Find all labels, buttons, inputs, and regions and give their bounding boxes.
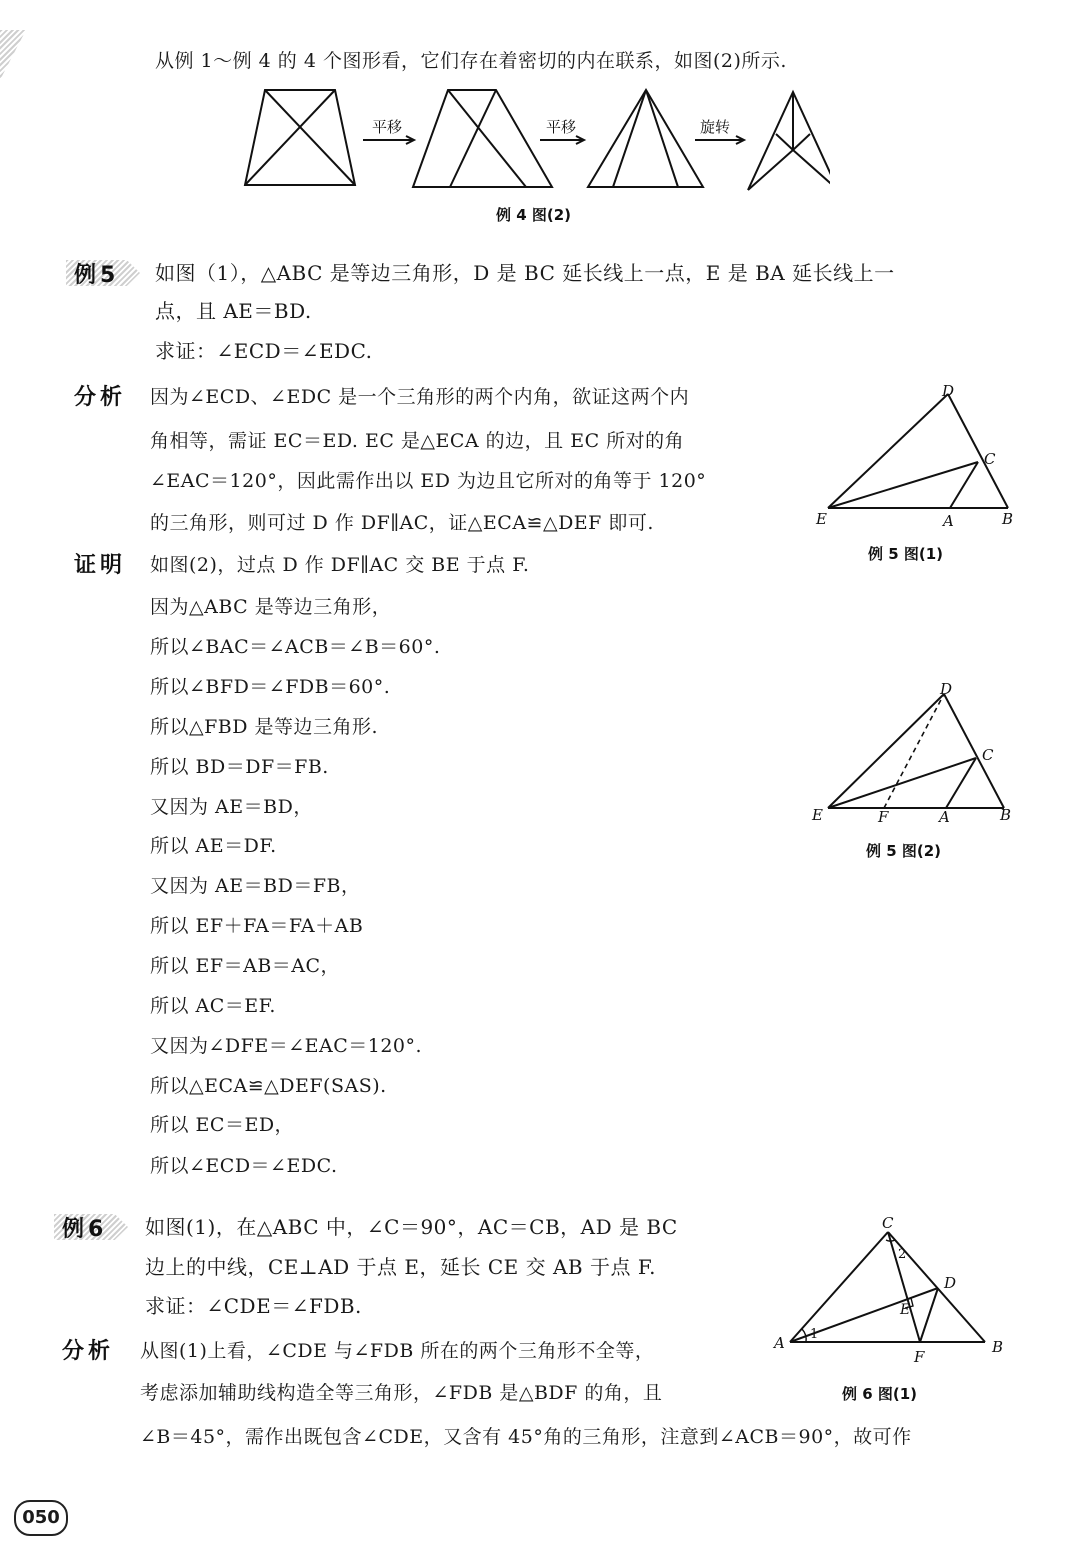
fig5b-line-DB [944, 694, 1004, 808]
ex5-proof-line-7: 又因为 AE＝BD， [150, 796, 313, 818]
example-6-tag [62, 1212, 107, 1243]
fig5a-label-B: B [1002, 510, 1014, 528]
intro-text: 从例 1～例 4 的 4 个图形看，它们存在着密切的内在联系，如图(2)所示. [155, 50, 787, 72]
fig6-angle-label-1: 1 [810, 1327, 819, 1342]
fig4-arrow-3-label: 旋转 [700, 118, 731, 136]
fig4-shape-4-outline [748, 92, 830, 190]
page-number: 050 [14, 1500, 68, 1536]
ex6-analysis-line-3: ∠B＝45°，需作出既包含∠CDE，又含有 45°角的三角形，注意到∠ACB＝90°，故可作 [140, 1426, 912, 1448]
fig5a-label-C: C [984, 450, 996, 468]
fig5a-label-A: A [943, 512, 954, 530]
ex5-problem-line-2: 点，且 AE＝BD. [155, 299, 312, 323]
example-5-figure-1 [812, 382, 1022, 532]
ex5-analysis-line-3: ∠EAC＝120°，因此需作出以 ED 为边且它所对的角等于 120° [150, 470, 707, 492]
ex5-proof-line-15: 所以 EC＝ED， [150, 1114, 295, 1136]
fig4-shape-4-inner-b [793, 150, 830, 190]
fig5b-label-B: B [1000, 806, 1012, 824]
fig5b-label-C: C [982, 746, 994, 764]
fig6-label-D: D [944, 1274, 957, 1292]
ex5-proof-line-6: 所以 BD＝DF＝FB. [150, 756, 329, 778]
ex5-proof-line-13: 又因为∠DFE＝∠EAC＝120°. [150, 1035, 423, 1057]
fig4-shape-4-inner-a [748, 150, 793, 190]
ex6-problem-line-2: 边上的中线，CE⊥AD 于点 E，延长 CE 交 AB 于点 F. [145, 1255, 656, 1279]
ex5-proof-line-2: 因为△ABC 是等边三角形， [150, 596, 392, 618]
ex5-proof-line-5: 所以△FBD 是等边三角形. [150, 716, 379, 738]
fig6-angle-1-arc [802, 1329, 806, 1342]
example-5-proof-tag: 证明 [74, 553, 127, 578]
fig6-line-AC [790, 1232, 888, 1342]
fig5a-label-E: E [816, 510, 827, 528]
fig4-shape-2-outline [413, 90, 552, 187]
fig6-label-B: B [992, 1338, 1004, 1356]
ex6-analysis-line-1: 从图(1)上看，∠CDE 与∠FDB 所在的两个三角形不全等， [140, 1340, 655, 1362]
fig4-arrow-2-label: 平移 [546, 118, 577, 136]
ex5-analysis-line-1: 因为∠ECD、∠EDC 是一个三角形的两个内角，欲证这两个内 [150, 386, 690, 408]
ex5-problem-line-3: 求证：∠ECD＝∠EDC. [155, 339, 373, 363]
fig5a-label-D: D [942, 382, 955, 400]
fig4-caption: 例 4 图(2) [496, 206, 572, 224]
example-6-figure-1 [770, 1210, 1010, 1370]
fig6-label-C: C [882, 1214, 894, 1232]
example-6-analysis-tag: 分析 [62, 1339, 115, 1364]
fig5b-line-ED [828, 694, 944, 808]
fig6-label-F: F [914, 1348, 925, 1366]
ex5-proof-line-12: 所以 AC＝EF. [150, 995, 276, 1017]
example-6-tag-label: 例6 [62, 1217, 108, 1242]
ex5-proof-line-9: 又因为 AE＝BD＝FB， [150, 875, 361, 897]
ex6-problem-line-3: 求证：∠CDE＝∠FDB. [145, 1294, 362, 1318]
fig4-shape-1-diagonal-b [265, 90, 355, 185]
fig4-shape-4-spur-b [793, 134, 810, 150]
ex6-analysis-line-2: 考虑添加辅助线构造全等三角形，∠FDB 是△BDF 的角，且 [140, 1382, 663, 1404]
fig5b-dashed-FD [884, 694, 944, 808]
ex5-proof-line-1: 如图(2)，过点 D 作 DF∥AC 交 BE 于点 F. [150, 554, 530, 576]
example-5-analysis-tag: 分析 [74, 385, 127, 410]
ex5-proof-line-14: 所以△ECA≌△DEF(SAS). [150, 1075, 387, 1097]
fig6-label-E: E [900, 1302, 911, 1318]
ex5-proof-line-16: 所以∠ECD＝∠EDC. [150, 1155, 338, 1177]
fig5b-line-AC [946, 758, 976, 808]
example-5-tag-label: 例5 [74, 263, 120, 288]
fig4-shape-2-line-a [450, 90, 496, 187]
fig4-shape-4-spur-a [776, 134, 793, 150]
fig6-caption: 例 6 图(1) [842, 1385, 918, 1403]
corner-decoration [0, 30, 26, 80]
fig4-shape-1-outline [245, 90, 355, 185]
example-5-figure-2 [808, 680, 1022, 830]
ex5-problem-line-1: 如图（1），△ABC 是等边三角形，D 是 BC 延长线上一点，E 是 BA 延长线上一 [155, 261, 895, 285]
fig5b-label-E: E [812, 806, 823, 824]
ex5-analysis-line-2: 角相等，需证 EC＝ED. EC 是△ECA 的边，且 EC 所对的角 [150, 430, 685, 452]
fig5a-line-DB [948, 394, 1008, 508]
ex5-proof-line-8: 所以 AE＝DF. [150, 835, 277, 857]
fig6-line-FD [920, 1288, 938, 1342]
fig4-shape-1-diagonal-a [245, 90, 335, 185]
fig5b-label-D: D [940, 680, 953, 698]
fig5b-label-F: F [878, 808, 889, 826]
fig4-shape-3-line-b [646, 90, 678, 187]
fig6-angle-label-2: 2 [898, 1247, 907, 1262]
ex5-proof-line-3: 所以∠BAC＝∠ACB＝∠B＝60°. [150, 636, 441, 658]
ex5-proof-line-10: 所以 EF＋FA＝FA＋AB [150, 915, 364, 937]
fig5a-caption: 例 5 图(1) [868, 545, 944, 563]
fig4-shape-2-line-b [448, 90, 526, 187]
fig5b-label-A: A [939, 808, 950, 826]
ex5-proof-line-11: 所以 EF＝AB＝AC， [150, 955, 341, 977]
fig5a-line-ED [828, 394, 948, 508]
example-5-tag [74, 258, 119, 289]
ex5-proof-line-4: 所以∠BFD＝∠FDB＝60°. [150, 676, 391, 698]
ex6-problem-line-1: 如图(1)，在△ABC 中，∠C＝90°，AC＝CB，AD 是 BC [145, 1215, 678, 1239]
ex5-analysis-line-4: 的三角形，则可过 D 作 DF∥AC，证△ECA≌△DEF 即可. [150, 512, 654, 534]
fig5b-caption: 例 5 图(2) [866, 842, 942, 860]
fig5b-line-EC [828, 758, 976, 808]
fig5a-line-EC [828, 462, 978, 508]
example-4-figure-2 [230, 82, 830, 197]
fig4-arrow-1-label: 平移 [372, 118, 403, 136]
fig6-label-A: A [774, 1334, 785, 1352]
fig4-shape-3-outline [588, 90, 703, 187]
